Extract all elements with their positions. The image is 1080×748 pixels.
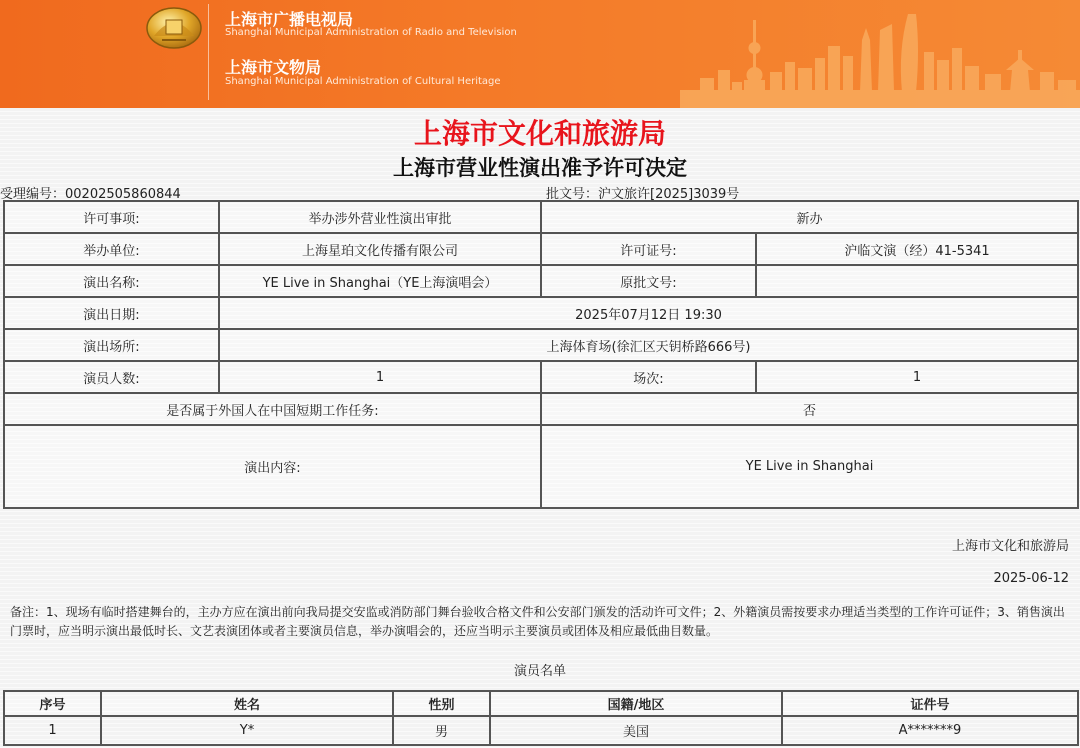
actor-count-label: 演员人数: <box>4 361 219 393</box>
org1-name-en: Shanghai Municipal Administration of Radio and Television <box>225 27 517 38</box>
show-date-label: 演出日期: <box>4 297 219 329</box>
table-row <box>4 716 1078 745</box>
city-emblem-logo <box>144 2 204 50</box>
accept-number: 受理编号：00202505860844 <box>0 187 181 202</box>
city-skyline-illustration <box>640 0 1080 108</box>
show-content-value: YE Live in Shanghai <box>541 425 1078 508</box>
item-label: 许可事项: <box>4 201 219 233</box>
cast-table <box>3 690 1079 746</box>
item-type-value: 新办 <box>541 201 1078 233</box>
venue-value: 上海体育场(徐汇区天钥桥路666号) <box>219 329 1078 361</box>
table-row <box>4 329 1078 361</box>
org2-name-en: Shanghai Municipal Administration of Cultural Heritage <box>225 76 501 87</box>
column-header-name: 姓名 <box>101 691 393 716</box>
issue-date: 2025-06-12 <box>993 571 1069 586</box>
cast-name: Y* <box>101 716 393 745</box>
table-row <box>4 201 1078 233</box>
actor-count-value: 1 <box>219 361 541 393</box>
issuer-signature: 上海市文化和旅游局 <box>951 539 1069 554</box>
license-label: 许可证号: <box>541 233 756 265</box>
cast-index: 1 <box>4 716 101 745</box>
cast-gender: 男 <box>393 716 490 745</box>
foreign-work-label: 是否属于外国人在中国短期工作任务: <box>4 393 541 425</box>
original-approval-value <box>756 265 1078 297</box>
show-content-label: 演出内容: <box>4 425 541 508</box>
item-value: 举办涉外营业性演出审批 <box>219 201 541 233</box>
table-row <box>4 265 1078 297</box>
foreign-work-value: 否 <box>541 393 1078 425</box>
license-value: 沪临文演（经）41-5341 <box>756 233 1078 265</box>
venue-label: 演出场所: <box>4 329 219 361</box>
column-header-nationality: 国籍/地区 <box>490 691 782 716</box>
column-header-gender: 性别 <box>393 691 490 716</box>
document-title: 上海市营业性演出准予许可决定 <box>393 156 687 180</box>
column-header-index: 序号 <box>4 691 101 716</box>
organizer-value: 上海星珀文化传播有限公司 <box>219 233 541 265</box>
show-date-value: 2025年07月12日 19:30 <box>219 297 1078 329</box>
session-count-label: 场次: <box>541 361 756 393</box>
session-count-value: 1 <box>756 361 1078 393</box>
table-row <box>4 425 1078 508</box>
table-row <box>4 297 1078 329</box>
table-row <box>4 361 1078 393</box>
approval-number: 批文号：沪文旅许[2025]3039号 <box>546 187 740 202</box>
cast-list-title: 演员名单 <box>513 664 566 679</box>
show-name-label: 演出名称: <box>4 265 219 297</box>
header-divider <box>208 4 209 100</box>
permit-table <box>3 200 1079 509</box>
original-approval-label: 原批文号: <box>541 265 756 297</box>
cast-header-row <box>4 691 1078 716</box>
table-row <box>4 233 1078 265</box>
authority-title: 上海市文化和旅游局 <box>413 117 666 150</box>
remarks-note: 备注：1、现场有临时搭建舞台的，主办方应在演出前向我局提交安监或消防部门舞台验收合格文件和公安部门颁发的活动许可文件；2、外籍演员需按要求办理适当类型的工作许可证件；3、销售演出门票时，应当明示演出最低时长、文艺表演团体或者主要演员信息，举办演唱会的，还应当明示主要演员或团体及相应最低曲目数量。 <box>10 605 1065 638</box>
show-name-value: YE Live in Shanghai（YE上海演唱会） <box>219 265 541 297</box>
cast-id-number: A*******9 <box>782 716 1078 745</box>
column-header-id-number: 证件号 <box>782 691 1078 716</box>
org2-name-cn: 上海市文物局 <box>225 58 322 77</box>
cast-nationality: 美国 <box>490 716 782 745</box>
header-banner <box>0 0 1080 108</box>
table-row <box>4 393 1078 425</box>
org1-name-cn: 上海市广播电视局 <box>225 10 354 29</box>
organizer-label: 举办单位: <box>4 233 219 265</box>
